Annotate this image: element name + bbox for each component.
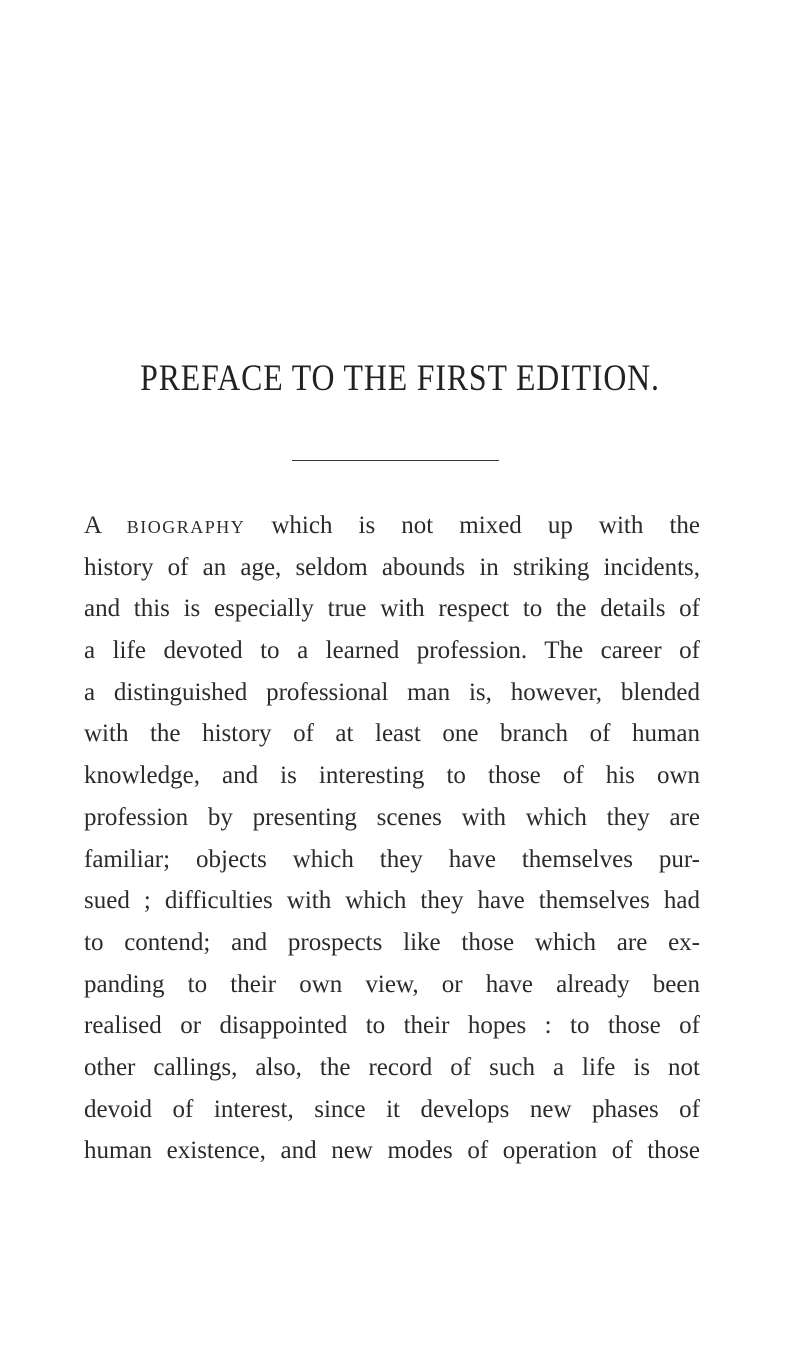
title-divider <box>292 460 499 461</box>
text-line: profession by presenting scenes with which they are <box>84 803 700 831</box>
text-line: sued ; difficulties with which they have themselves had <box>84 887 700 915</box>
text-line: knowledge, and is interesting to those of his own <box>84 762 700 790</box>
smallcaps-word: BIOGRAPHY <box>126 517 246 537</box>
text-line: panding to their own view, or have already been <box>84 970 700 998</box>
text-line: other callings, also, the record of such a life is not <box>84 1053 700 1081</box>
text-line: a life devoted to a learned profession. The career of <box>84 637 700 665</box>
initial-letter: A <box>84 512 101 539</box>
text-line: a distinguished professional man is, however, blended <box>84 678 700 706</box>
text-line: realised or disappointed to their hopes : to those of <box>84 1012 700 1040</box>
preface-body <box>84 505 700 1172</box>
text-line: and this is especially true with respect to the details of <box>84 595 700 623</box>
text-line: human existence, and new modes of operation of those <box>84 1137 700 1165</box>
text-line: history of an age, seldom abounds in striking incidents, <box>84 553 700 581</box>
text-line-1-rest: which is not mixed up with the <box>271 512 700 539</box>
text-line: with the history of at least one branch of human <box>84 720 700 748</box>
text-line: to contend; and prospects like those which are ex- <box>84 928 700 956</box>
text-line-1 <box>84 505 700 547</box>
text-line: devoid of interest, since it develops new phases of <box>84 1095 700 1123</box>
text-line: familiar; objects which they have themselves pur- <box>84 845 700 873</box>
page-title: PREFACE TO THE FIRST EDITION. <box>140 358 660 399</box>
